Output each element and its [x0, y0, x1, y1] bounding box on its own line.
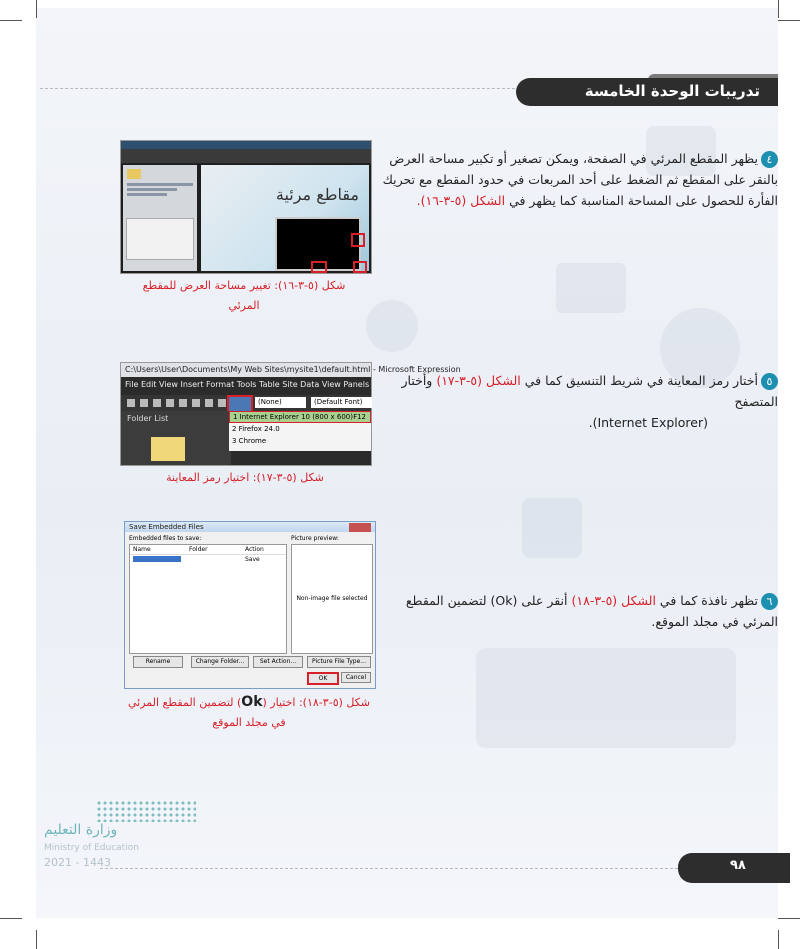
facebook-icon — [522, 498, 582, 558]
caption-ok: Ok — [241, 694, 263, 710]
column-name: Name — [133, 546, 151, 553]
figure-reference: الشكل (٥-٣-١٨) — [571, 593, 656, 608]
menu-item[interactable]: Site — [282, 380, 298, 389]
item-text: وأختار المتصفح — [401, 373, 778, 409]
crop-mark — [778, 0, 779, 18]
menu-item[interactable]: Edit — [140, 380, 157, 389]
crop-mark — [0, 20, 22, 21]
caption-text: شكل (٥-٣-١٨): اختيار ( — [262, 696, 371, 709]
files-label: Embedded files to save: — [129, 535, 202, 542]
column-action: Action — [245, 546, 264, 553]
footer-dashed-line — [100, 868, 678, 869]
close-button[interactable] — [349, 523, 371, 532]
menu-item[interactable]: Table — [259, 380, 280, 389]
resize-handle — [351, 233, 365, 247]
folder-list-tab[interactable]: Folder List — [127, 414, 169, 423]
crop-mark — [778, 918, 800, 919]
figure-16-screenshot — [120, 140, 372, 274]
picture-file-type-button[interactable]: Picture File Type... — [307, 656, 371, 668]
ministry-name-english: Ministry of Education — [44, 843, 139, 853]
item-number-badge: ٥ — [761, 373, 778, 390]
window-title: C:\Users\User\Documents\My Web Sites\mysite1\default.html - Microsoft Expression — [121, 363, 371, 377]
file-action: Save — [245, 556, 260, 563]
files-header — [130, 545, 286, 555]
section-header — [510, 70, 778, 110]
design-canvas — [201, 165, 369, 271]
style-select[interactable]: (None) — [255, 397, 306, 408]
ok-button[interactable]: OK — [307, 672, 339, 685]
menu-item[interactable]: Data View — [300, 380, 341, 389]
item-number-badge: ٤ — [761, 151, 778, 168]
rename-button[interactable]: Rename — [133, 656, 183, 668]
exercise-item-6 — [378, 590, 778, 632]
file-row[interactable] — [130, 555, 286, 564]
page-number: ٩٨ — [730, 858, 746, 873]
app-titlebar — [121, 141, 371, 149]
folder-list-panel — [121, 411, 231, 465]
menu-item[interactable]: Insert — [180, 380, 204, 389]
folder-icon — [127, 169, 141, 179]
toolbar — [121, 395, 371, 411]
figure-17-screenshot — [120, 362, 461, 466]
app-toolbar — [121, 149, 371, 164]
browser-option-chrome[interactable]: 3 Chrome — [232, 437, 267, 445]
exercise-item-4 — [378, 148, 778, 211]
item-number-badge: ٦ — [761, 593, 778, 610]
menu-bar — [121, 377, 397, 393]
section-title: تدريبات الوحدة الخامسة — [584, 82, 760, 100]
item-text: أختار رمز المعاينة في شريط التنسيق كما في — [524, 373, 758, 388]
font-select[interactable]: (Default Font) — [311, 397, 372, 408]
menu-item[interactable]: Tools — [236, 380, 257, 389]
menu-item[interactable]: Panels — [343, 380, 370, 389]
caption-text: ) لتضمين المقطع المرئي في مجلد الموقع — [127, 696, 286, 729]
resize-handle — [311, 261, 327, 273]
browser-option-firefox[interactable]: 2 Firefox 24.0 — [232, 425, 280, 433]
browser-option-ie[interactable]: 1 Internet Explorer 10 (800 x 600) F12 — [229, 411, 371, 423]
year-label: 2021 - 1443 — [44, 856, 111, 869]
column-folder: Folder — [189, 546, 208, 553]
menu-item[interactable]: Format — [206, 380, 235, 389]
figure-reference: الشكل (٥-٣-١٧) — [436, 373, 521, 388]
figure-reference-number: (٥-٣-١٦). — [416, 193, 467, 208]
no-image-message: Non-image file selected — [296, 595, 368, 602]
logo-dots-icon — [96, 800, 196, 822]
laptop-icon — [476, 648, 736, 748]
video-label: مقاطع مرئية — [275, 185, 359, 204]
figure-18-caption — [124, 692, 374, 733]
item-text: أنقر على (Ok) لتضمين المقطع المرئي في مجلد الموقع. — [405, 593, 778, 629]
file-name — [133, 556, 181, 562]
set-action-button[interactable]: Set Action... — [253, 656, 303, 668]
folder-panel — [123, 165, 197, 271]
figure-18-screenshot — [124, 521, 376, 689]
gear-icon — [366, 300, 418, 352]
figure-17-caption: شكل (٥-٣-١٧): اختيار رمز المعاينة — [166, 471, 324, 484]
preview-dropdown — [229, 411, 371, 451]
toolbar-icons — [127, 399, 227, 407]
preview-label: Picture preview: — [291, 535, 339, 542]
envelope-icon — [556, 263, 626, 313]
browser-name: (Internet Explorer). — [588, 415, 708, 430]
item-text: يظهر المقطع المرئي في الصفحة، ويمكن تصغير أو تكبير مساحة العرض بالنقر على المقطع ثم الضغط على أحد المربعات في حدود المقطع مع تحريك الفأرة للحصول على المساحة المناسبة كما يظهر في — [382, 151, 778, 208]
ministry-logo — [44, 798, 194, 888]
files-list — [129, 544, 287, 654]
menu-item[interactable]: File — [125, 380, 139, 389]
figure-reference: الشكل — [470, 193, 506, 208]
item-text: تظهر نافذة كما في — [659, 593, 758, 608]
menu-item[interactable]: Windo — [371, 380, 397, 389]
ministry-name-arabic: وزارة التعليم — [44, 822, 118, 838]
folder-icon — [151, 437, 185, 461]
crop-mark — [778, 930, 779, 949]
exercise-item-5 — [378, 370, 778, 433]
crop-mark — [778, 20, 800, 21]
header-dashed-line — [40, 88, 520, 89]
change-folder-button[interactable]: Change Folder... — [191, 656, 249, 668]
crop-mark — [0, 918, 22, 919]
dialog-title: Save Embedded Files — [125, 522, 375, 532]
figure-16-caption: شكل (٥-٣-١٦): تغيير مساحة العرض للمقطع المرئي — [142, 279, 346, 312]
crop-mark — [36, 930, 37, 949]
menu-item[interactable]: View — [158, 380, 178, 389]
resize-handle — [353, 261, 367, 273]
cancel-button[interactable]: Cancel — [341, 672, 371, 683]
picture-preview — [291, 544, 373, 654]
